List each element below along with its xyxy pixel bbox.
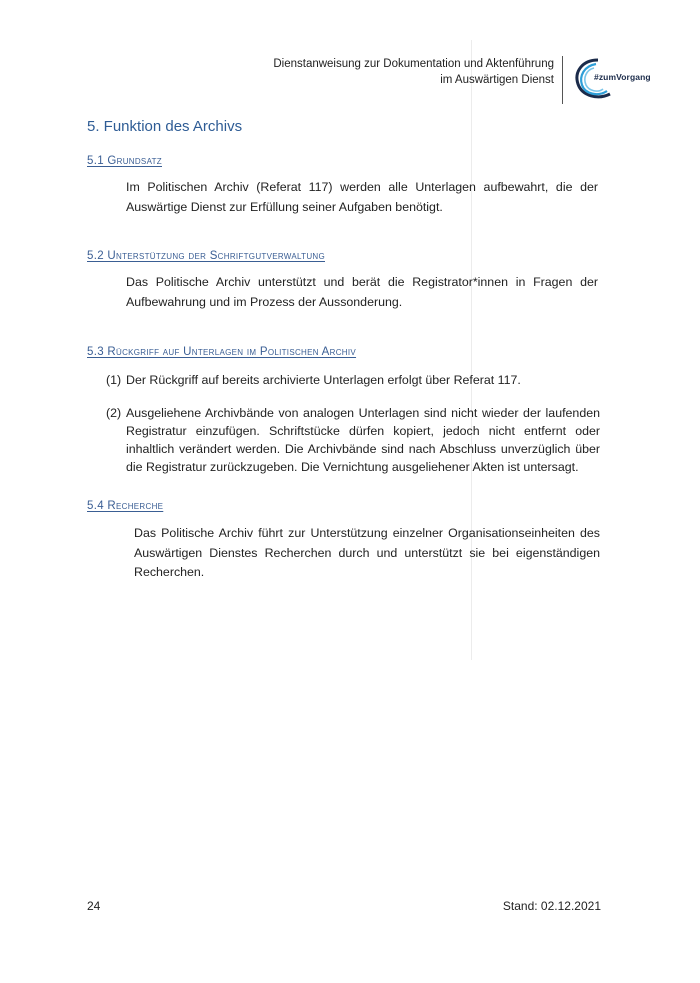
section-heading-5-3: 5.3 Rückgriff auf Unterlagen im Politischen Archiv bbox=[87, 346, 357, 358]
list-item-text: Ausgeliehene Archivbände von analogen Unterlagen sind nicht wieder der laufenden Registratur einzufügen. Schriftstücke dürfen kopiert, jedoch nicht entfernt oder inhaltlich verändert werden. Die Archivbände sind nach Abschluss unverzüglich über die Registratur zurückzugeben. Die Vernichtung ausgeliehener Akten ist untersagt. bbox=[126, 406, 600, 474]
list-item-text: Der Rückgriff auf bereits archivierte Unterlagen erfolgt über Referat 117. bbox=[126, 373, 521, 387]
zum-vorgang-logo bbox=[572, 54, 662, 104]
footer-date: Stand: 02.12.2021 bbox=[502, 899, 601, 913]
header-line-1: Dienstanweisung zur Dokumentation und Aktenführung bbox=[273, 58, 554, 70]
list-item-number: (2) bbox=[106, 406, 122, 420]
page-number: 24 bbox=[87, 899, 101, 913]
section-text-5-2: Das Politische Archiv unterstützt und berät die Registrator*innen in Fragen der Aufbewahrung und im Prozess der Aussonderung. bbox=[126, 275, 598, 309]
logo-text: #zumVorgang bbox=[594, 72, 651, 82]
section-text-5-1: Im Politischen Archiv (Referat 117) werden alle Unterlagen aufbewahrt, die der Auswärtige Dienst zur Erfüllung seiner Aufgaben benötigt. bbox=[126, 180, 598, 214]
section-heading-5-4: 5.4 Recherche bbox=[87, 500, 164, 512]
chapter-title: 5. Funktion des Archivs bbox=[87, 118, 243, 135]
document-header bbox=[273, 56, 554, 88]
header-line-2: im Auswärtigen Dienst bbox=[440, 74, 554, 86]
header-divider bbox=[562, 56, 563, 104]
section-heading-5-1: 5.1 Grundsatz bbox=[87, 155, 162, 167]
list-item-number: (1) bbox=[106, 373, 122, 387]
section-text-5-4: Das Politische Archiv führt zur Unterstützung einzelner Organisationseinheiten des Auswärtigen Dienstes Recherchen durch und unterstützt sie bei eigenständigen Recherchen. bbox=[134, 526, 600, 579]
section-heading-5-2: 5.2 Unterstützung der Schriftgutverwaltung bbox=[87, 250, 325, 262]
